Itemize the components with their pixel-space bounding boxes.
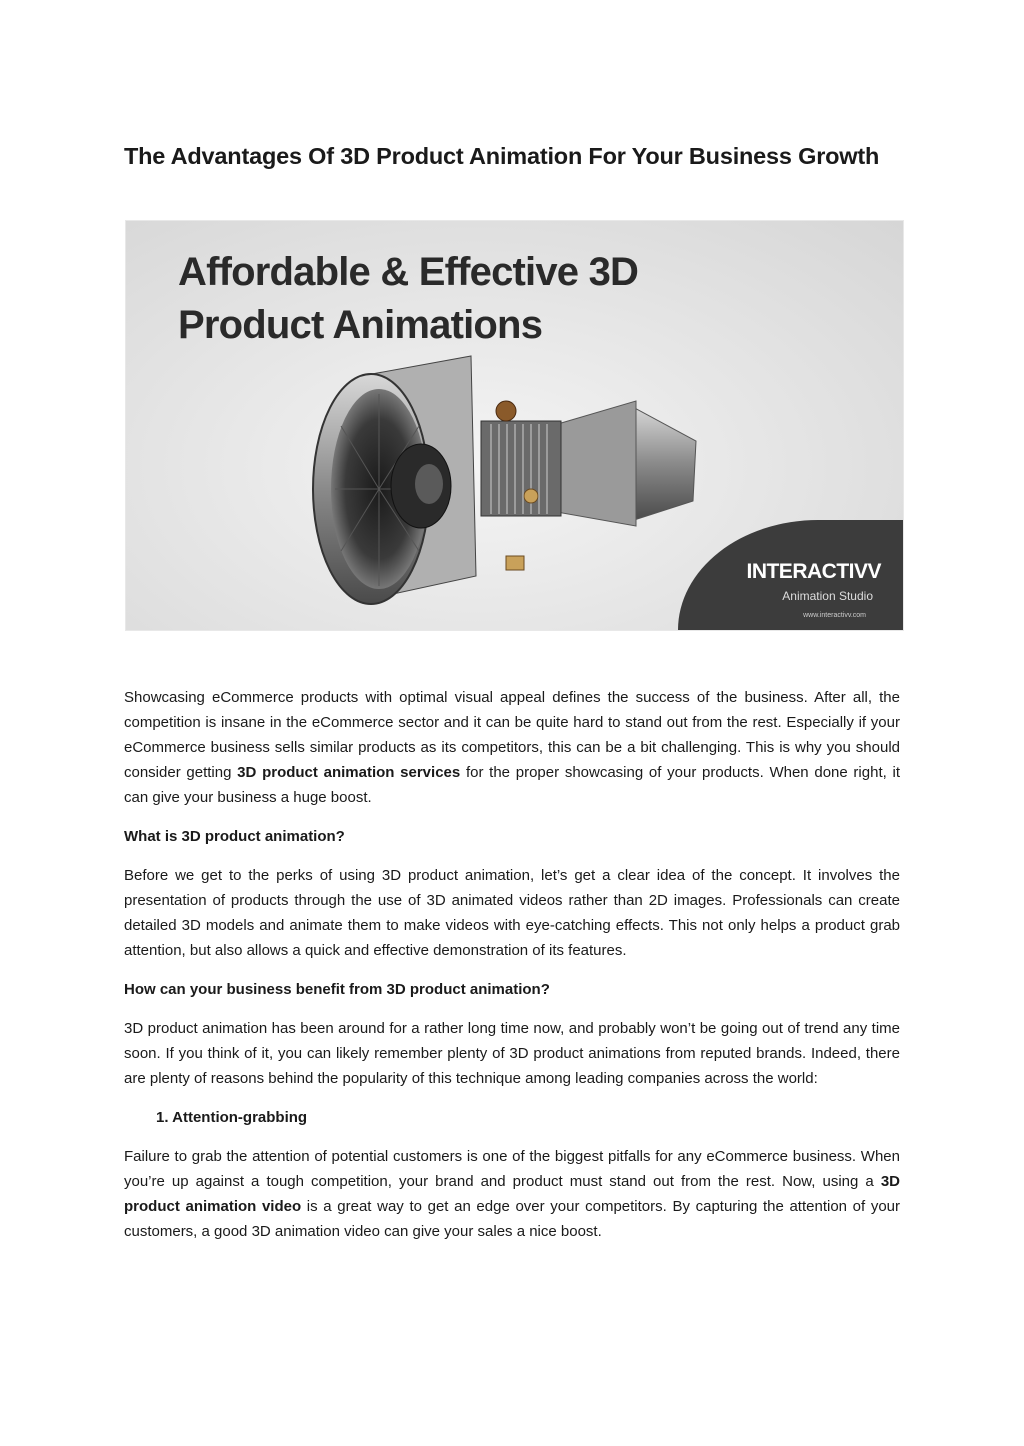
studio-url: www.interactivv.com	[803, 612, 866, 619]
list-item-heading-attention: 1. Attention-grabbing	[156, 1109, 308, 1126]
section-heading-what-is: What is 3D product animation?	[124, 828, 345, 845]
hero-headline-line-2: Product Animations	[178, 303, 543, 347]
hero-banner-image	[125, 220, 904, 631]
section-paragraph-benefits: 3D product animation has been around for a rather long time now, and probably won’t be going out of trend any time soon. If you think of it, you can likely remember plenty of 3D product animations from reputed brands. Indeed, there are plenty of reasons behind the popularity of this technique among leading companies across the world:	[124, 1020, 900, 1087]
jet-engine-illustration	[301, 346, 701, 616]
list-item-paragraph-attention: Failure to grab the attention of potential customers is one of the biggest pitfalls for any eCommerce business. When you’re up against a tough competition, your brand and product must stand out from the rest. Now, using a 3D product animation video is a great way to get an edge over your competitors. By capturing the attention of your customers, a good 3D animation video can give your sales a nice boost.	[124, 1148, 901, 1240]
section-paragraph-what-is: Before we get to the perks of using 3D product animation, let’s get a clear idea of the concept. It involves the presentation of products through the use of 3D animated videos rather than 2D images. Professionals can create detailed 3D models and animate them to make videos with eye-catching effects. This not only helps a product grab attention, but also allows a quick and effective demonstration of its features.	[124, 867, 900, 959]
article-body	[124, 685, 900, 1258]
intro-paragraph: Showcasing eCommerce products with optimal visual appeal defines the success of the business. After all, the competition is insane in the eCommerce sector and it can be quite hard to stand out from the rest. Especially if your eCommerce business sells similar products as its competitors, this can be a bit challenging. This is why you should consider getting 3D product animation services for the proper showcasing of your products. When done right, it can give your business a huge boost.	[124, 689, 900, 806]
video-link-text: 3D product animation video	[124, 1173, 900, 1215]
page-title: The Advantages Of 3D Product Animation For Your Business Growth	[124, 143, 880, 169]
hero-headline	[178, 246, 638, 352]
section-heading-benefits: How can your business benefit from 3D product animation?	[124, 981, 550, 998]
studio-tagline: Animation Studio	[782, 589, 873, 603]
services-link-text: 3D product animation services	[237, 764, 461, 781]
hero-headline-line-1: Affordable & Effective 3D	[178, 250, 639, 294]
interactivv-logo: INTERACTIVV	[746, 560, 881, 583]
